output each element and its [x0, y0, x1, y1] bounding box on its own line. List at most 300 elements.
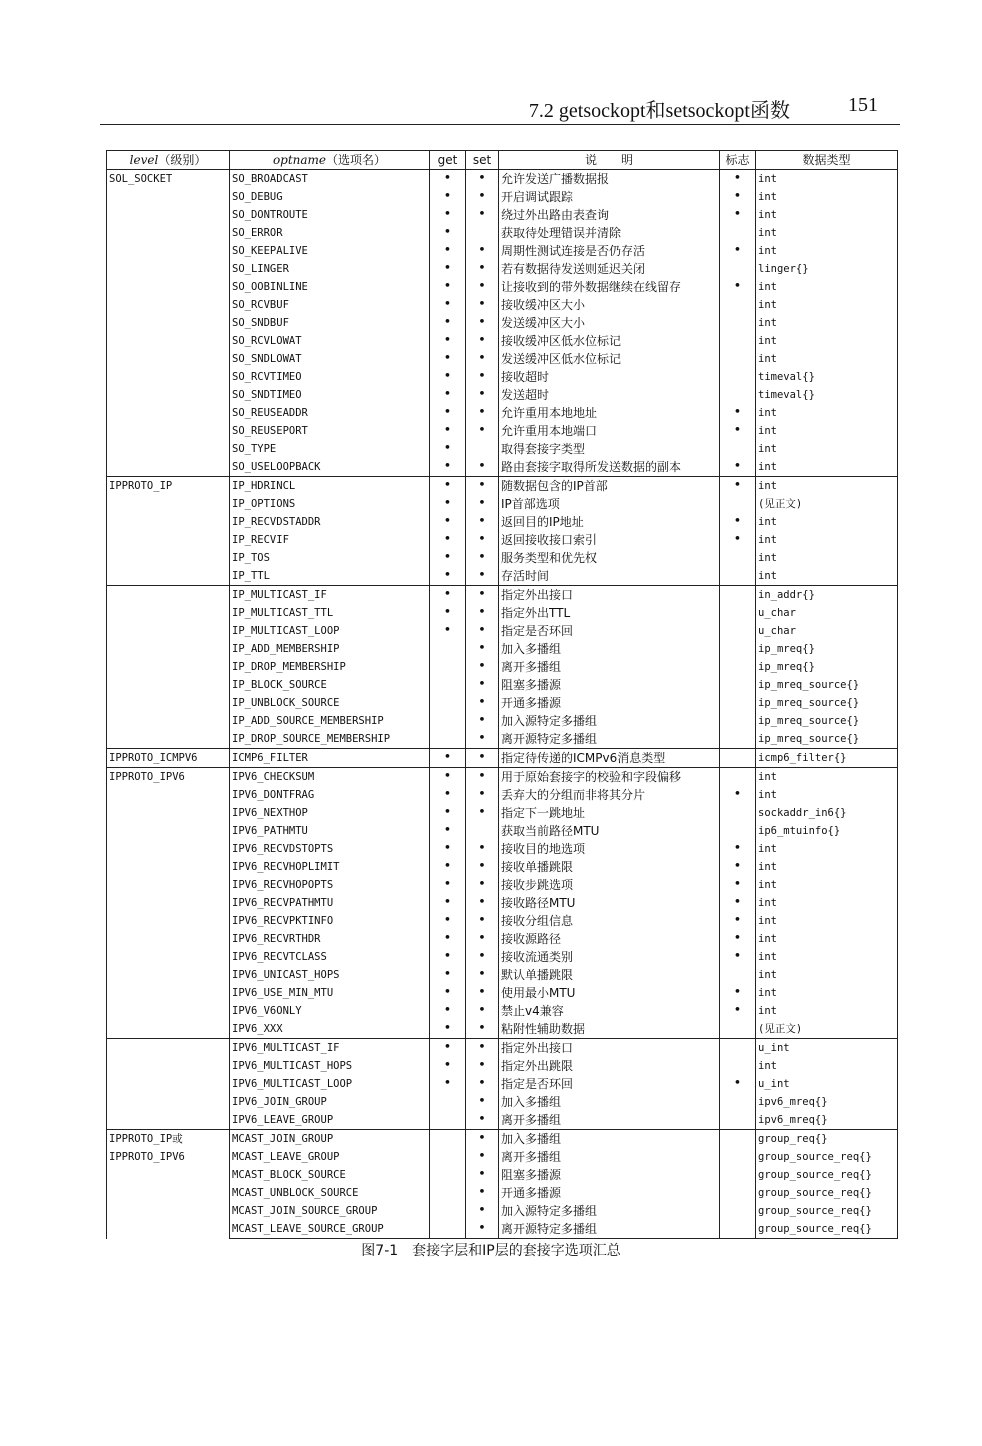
flag-cell	[720, 749, 756, 768]
flag-cell	[720, 586, 756, 605]
description-cell: 指定外出TTL	[499, 604, 720, 622]
flag-cell: •	[720, 477, 756, 496]
description-cell: 加入源特定多播组	[499, 1202, 720, 1220]
get-cell: •	[430, 894, 466, 912]
set-cell: •	[466, 495, 499, 513]
figure-caption: 图7-1 套接字层和IP层的套接字选项汇总	[361, 1243, 621, 1259]
flag-cell	[720, 622, 756, 640]
type-cell: group_source_req{}	[756, 1184, 898, 1202]
description-cell: 存活时间	[499, 567, 720, 586]
flag-cell: •	[720, 531, 756, 549]
table-row	[107, 1039, 898, 1058]
flag-cell	[720, 694, 756, 712]
table-row	[107, 768, 898, 787]
optname-cell: IPV6_RECVHOPOPTS	[230, 876, 430, 894]
type-cell: u_char	[756, 604, 898, 622]
get-cell	[430, 676, 466, 694]
flag-cell: •	[720, 930, 756, 948]
set-cell: •	[466, 458, 499, 477]
description-cell: 接收路径MTU	[499, 894, 720, 912]
level-cell	[107, 1130, 230, 1239]
optname-cell: IPV6_LEAVE_GROUP	[230, 1111, 430, 1130]
description-cell: 指定是否环回	[499, 622, 720, 640]
get-cell	[430, 1093, 466, 1111]
get-cell: •	[430, 495, 466, 513]
set-cell: •	[466, 786, 499, 804]
flag-cell	[720, 1166, 756, 1184]
col-header-type: 数据类型	[756, 151, 898, 170]
set-cell: •	[466, 658, 499, 676]
get-cell: •	[430, 984, 466, 1002]
type-cell: int	[756, 894, 898, 912]
optname-cell: SO_REUSEPORT	[230, 422, 430, 440]
optname-cell: IPV6_MULTICAST_HOPS	[230, 1057, 430, 1075]
set-cell: •	[466, 1075, 499, 1093]
set-cell: •	[466, 242, 499, 260]
optname-cell: IP_RECVDSTADDR	[230, 513, 430, 531]
type-cell: ip_mreq_source{}	[756, 730, 898, 749]
get-cell	[430, 1111, 466, 1130]
set-cell	[466, 224, 499, 242]
description-cell: 离开多播组	[499, 1148, 720, 1166]
flag-cell: •	[720, 170, 756, 189]
type-cell: group_req{}	[756, 1130, 898, 1149]
set-cell: •	[466, 1020, 499, 1039]
set-cell: •	[466, 368, 499, 386]
optname-cell: SO_OOBINLINE	[230, 278, 430, 296]
type-cell: int	[756, 440, 898, 458]
type-cell: int	[756, 567, 898, 586]
type-cell: int	[756, 314, 898, 332]
set-cell: •	[466, 712, 499, 730]
optname-cell: IP_MULTICAST_IF	[230, 586, 430, 605]
description-cell: 加入源特定多播组	[499, 712, 720, 730]
description-cell: 允许重用本地地址	[499, 404, 720, 422]
set-cell: •	[466, 1130, 499, 1149]
get-cell	[430, 1220, 466, 1239]
description-cell: 阻塞多播源	[499, 676, 720, 694]
get-cell: •	[430, 314, 466, 332]
flag-cell	[720, 1057, 756, 1075]
get-cell: •	[430, 966, 466, 984]
set-cell: •	[466, 188, 499, 206]
description-cell: 服务类型和优先权	[499, 549, 720, 567]
page-header	[100, 92, 900, 122]
description-cell: IP首部选项	[499, 495, 720, 513]
description-cell: 接收步跳选项	[499, 876, 720, 894]
optname-cell: SO_DEBUG	[230, 188, 430, 206]
type-cell: int	[756, 206, 898, 224]
get-cell	[430, 1130, 466, 1149]
type-cell: int	[756, 948, 898, 966]
type-cell: int	[756, 404, 898, 422]
set-cell: •	[466, 549, 499, 567]
optname-cell: SO_SNDLOWAT	[230, 350, 430, 368]
flag-cell	[720, 1202, 756, 1220]
description-cell: 指定下一跳地址	[499, 804, 720, 822]
optname-cell: IP_RECVIF	[230, 531, 430, 549]
set-cell: •	[466, 1039, 499, 1058]
get-cell: •	[430, 188, 466, 206]
type-cell: int	[756, 513, 898, 531]
optname-cell: IPV6_V6ONLY	[230, 1002, 430, 1020]
get-cell	[430, 712, 466, 730]
type-cell: ipv6_mreq{}	[756, 1111, 898, 1130]
type-cell: int	[756, 296, 898, 314]
type-cell: u_int	[756, 1075, 898, 1093]
table-row	[107, 170, 898, 189]
table-row	[107, 477, 898, 496]
set-cell	[466, 822, 499, 840]
type-cell: int	[756, 332, 898, 350]
type-cell: int	[756, 840, 898, 858]
description-cell: 返回目的IP地址	[499, 513, 720, 531]
get-cell: •	[430, 332, 466, 350]
get-cell	[430, 694, 466, 712]
get-cell: •	[430, 296, 466, 314]
flag-cell	[720, 966, 756, 984]
type-cell: int	[756, 170, 898, 189]
type-cell: (见正文)	[756, 495, 898, 513]
type-cell: timeval{}	[756, 386, 898, 404]
set-cell: •	[466, 1220, 499, 1239]
set-cell: •	[466, 1111, 499, 1130]
set-cell: •	[466, 1184, 499, 1202]
optname-cell: IP_TTL	[230, 567, 430, 586]
get-cell: •	[430, 549, 466, 567]
type-cell: ip_mreq_source{}	[756, 712, 898, 730]
description-cell: 接收流通类别	[499, 948, 720, 966]
type-cell: ip_mreq{}	[756, 640, 898, 658]
optname-cell: SO_USELOOPBACK	[230, 458, 430, 477]
flag-cell	[720, 1148, 756, 1166]
optname-cell: IP_DROP_MEMBERSHIP	[230, 658, 430, 676]
optname-cell: IPV6_USE_MIN_MTU	[230, 984, 430, 1002]
flag-cell	[720, 604, 756, 622]
optname-cell: SO_REUSEADDR	[230, 404, 430, 422]
set-cell: •	[466, 477, 499, 496]
flag-cell	[720, 640, 756, 658]
description-cell: 默认单播跳限	[499, 966, 720, 984]
description-cell: 发送缓冲区大小	[499, 314, 720, 332]
flag-cell	[720, 822, 756, 840]
table-header-row	[107, 151, 898, 170]
set-cell: •	[466, 170, 499, 189]
type-cell: int	[756, 786, 898, 804]
flag-cell: •	[720, 876, 756, 894]
set-cell: •	[466, 604, 499, 622]
optname-cell: IP_MULTICAST_TTL	[230, 604, 430, 622]
get-cell: •	[430, 1057, 466, 1075]
optname-cell: IPV6_XXX	[230, 1020, 430, 1039]
get-cell: •	[430, 622, 466, 640]
get-cell: •	[430, 858, 466, 876]
set-cell: •	[466, 676, 499, 694]
description-cell: 开通多播源	[499, 1184, 720, 1202]
header-rule	[100, 124, 900, 125]
optname-cell: IP_BLOCK_SOURCE	[230, 676, 430, 694]
set-cell: •	[466, 386, 499, 404]
optname-cell: SO_BROADCAST	[230, 170, 430, 189]
get-cell	[430, 640, 466, 658]
get-cell: •	[430, 768, 466, 787]
col-header-level: level（级别）	[107, 151, 230, 170]
set-cell: •	[466, 314, 499, 332]
flag-cell	[720, 386, 756, 404]
get-cell: •	[430, 422, 466, 440]
flag-cell	[720, 332, 756, 350]
description-cell: 加入多播组	[499, 1093, 720, 1111]
type-cell: u_char	[756, 622, 898, 640]
flag-cell	[720, 567, 756, 586]
set-cell: •	[466, 1166, 499, 1184]
flag-cell: •	[720, 422, 756, 440]
set-cell: •	[466, 912, 499, 930]
flag-cell	[720, 658, 756, 676]
flag-cell: •	[720, 786, 756, 804]
type-cell: group_source_req{}	[756, 1148, 898, 1166]
set-cell: •	[466, 804, 499, 822]
type-cell: (见正文)	[756, 1020, 898, 1039]
get-cell: •	[430, 1039, 466, 1058]
type-cell: int	[756, 966, 898, 984]
optname-cell: IPV6_RECVRTHDR	[230, 930, 430, 948]
set-cell: •	[466, 749, 499, 768]
set-cell: •	[466, 332, 499, 350]
socket-options-table	[106, 150, 898, 1239]
description-cell: 获取待处理错误并清除	[499, 224, 720, 242]
level-cell	[107, 477, 230, 586]
flag-cell	[720, 1020, 756, 1039]
flag-cell	[720, 260, 756, 278]
set-cell: •	[466, 1057, 499, 1075]
description-cell: 周期性测试连接是否仍存活	[499, 242, 720, 260]
description-cell: 接收分组信息	[499, 912, 720, 930]
get-cell: •	[430, 1075, 466, 1093]
type-cell: ip6_mtuinfo{}	[756, 822, 898, 840]
get-cell: •	[430, 170, 466, 189]
optname-cell: IP_UNBLOCK_SOURCE	[230, 694, 430, 712]
description-cell: 阻塞多播源	[499, 1166, 720, 1184]
get-cell: •	[430, 278, 466, 296]
description-cell: 发送超时	[499, 386, 720, 404]
get-cell: •	[430, 567, 466, 586]
description-cell: 接收缓冲区大小	[499, 296, 720, 314]
optname-cell: SO_LINGER	[230, 260, 430, 278]
optname-cell: IPV6_NEXTHOP	[230, 804, 430, 822]
type-cell: int	[756, 242, 898, 260]
type-cell: int	[756, 458, 898, 477]
description-cell: 接收单播跳限	[499, 858, 720, 876]
flag-cell: •	[720, 188, 756, 206]
optname-cell: IP_HDRINCL	[230, 477, 430, 496]
flag-cell	[720, 314, 756, 332]
level-name: IPPROTO_IPV6	[109, 771, 185, 783]
optname-cell: SO_TYPE	[230, 440, 430, 458]
set-cell: •	[466, 531, 499, 549]
get-cell: •	[430, 386, 466, 404]
description-cell: 丢弃大的分组而非将其分片	[499, 786, 720, 804]
set-cell: •	[466, 948, 499, 966]
optname-cell: MCAST_JOIN_GROUP	[230, 1130, 430, 1149]
type-cell: int	[756, 188, 898, 206]
col-header-desc: 说 明	[499, 151, 720, 170]
type-cell: int	[756, 422, 898, 440]
get-cell: •	[430, 804, 466, 822]
type-cell: ipv6_mreq{}	[756, 1093, 898, 1111]
set-cell: •	[466, 513, 499, 531]
description-cell: 路由套接字取得所发送数据的副本	[499, 458, 720, 477]
get-cell: •	[430, 586, 466, 605]
col-header-get: get	[430, 151, 466, 170]
description-cell: 禁止v4兼容	[499, 1002, 720, 1020]
optname-cell: MCAST_BLOCK_SOURCE	[230, 1166, 430, 1184]
set-cell: •	[466, 1002, 499, 1020]
set-cell: •	[466, 206, 499, 224]
description-cell: 开启调试跟踪	[499, 188, 720, 206]
optname-cell: IPV6_RECVTCLASS	[230, 948, 430, 966]
description-cell: 允许发送广播数据报	[499, 170, 720, 189]
optname-cell: IPV6_CHECKSUM	[230, 768, 430, 787]
level-cell	[107, 768, 230, 1039]
level-name: SOL_SOCKET	[109, 173, 173, 185]
flag-cell	[720, 1130, 756, 1149]
optname-cell: IPV6_JOIN_GROUP	[230, 1093, 430, 1111]
optname-cell: SO_SNDBUF	[230, 314, 430, 332]
type-cell: int	[756, 930, 898, 948]
flag-cell	[720, 495, 756, 513]
table-row	[107, 749, 898, 768]
description-cell: 离开源特定多播组	[499, 1220, 720, 1239]
type-cell: int	[756, 984, 898, 1002]
optname-cell: SO_KEEPALIVE	[230, 242, 430, 260]
set-cell: •	[466, 296, 499, 314]
running-title: 7.2 getsockopt和setsockopt函数	[528, 100, 790, 122]
optname-cell: SO_RCVLOWAT	[230, 332, 430, 350]
get-cell: •	[430, 930, 466, 948]
optname-cell: SO_RCVBUF	[230, 296, 430, 314]
get-cell: •	[430, 477, 466, 496]
optname-cell: IP_ADD_MEMBERSHIP	[230, 640, 430, 658]
level-name: IPPROTO_IP或	[109, 1133, 183, 1145]
optname-cell: MCAST_UNBLOCK_SOURCE	[230, 1184, 430, 1202]
description-cell: 加入多播组	[499, 1130, 720, 1149]
get-cell: •	[430, 368, 466, 386]
description-cell: 指定外出接口	[499, 1039, 720, 1058]
type-cell: int	[756, 278, 898, 296]
set-cell: •	[466, 1148, 499, 1166]
get-cell: •	[430, 876, 466, 894]
flag-cell: •	[720, 404, 756, 422]
set-cell: •	[466, 984, 499, 1002]
flag-cell	[720, 1111, 756, 1130]
type-cell: int	[756, 876, 898, 894]
set-cell: •	[466, 894, 499, 912]
set-cell: •	[466, 567, 499, 586]
optname-cell: IP_MULTICAST_LOOP	[230, 622, 430, 640]
get-cell: •	[430, 440, 466, 458]
description-cell: 指定待传递的ICMPv6消息类型	[499, 749, 720, 768]
type-cell: int	[756, 858, 898, 876]
table-row	[107, 586, 898, 605]
flag-cell	[720, 730, 756, 749]
description-cell: 使用最小MTU	[499, 984, 720, 1002]
description-cell: 离开多播组	[499, 658, 720, 676]
set-cell: •	[466, 1093, 499, 1111]
description-cell: 返回接收接口索引	[499, 531, 720, 549]
flag-cell: •	[720, 894, 756, 912]
type-cell: ip_mreq_source{}	[756, 676, 898, 694]
flag-cell	[720, 224, 756, 242]
optname-cell: IP_OPTIONS	[230, 495, 430, 513]
optname-cell: IPV6_MULTICAST_LOOP	[230, 1075, 430, 1093]
flag-cell: •	[720, 1002, 756, 1020]
optname-cell: ICMP6_FILTER	[230, 749, 430, 768]
set-cell: •	[466, 422, 499, 440]
optname-cell: IP_DROP_SOURCE_MEMBERSHIP	[230, 730, 430, 749]
type-cell: int	[756, 1002, 898, 1020]
set-cell: •	[466, 1202, 499, 1220]
flag-cell	[720, 1220, 756, 1239]
optname-cell: IP_ADD_SOURCE_MEMBERSHIP	[230, 712, 430, 730]
description-cell: 允许重用本地端口	[499, 422, 720, 440]
get-cell: •	[430, 404, 466, 422]
flag-cell: •	[720, 278, 756, 296]
optname-cell: IPV6_UNICAST_HOPS	[230, 966, 430, 984]
optname-cell: IPV6_DONTFRAG	[230, 786, 430, 804]
set-cell: •	[466, 730, 499, 749]
optname-cell: SO_SNDTIMEO	[230, 386, 430, 404]
get-cell: •	[430, 604, 466, 622]
type-cell: ip_mreq_source{}	[756, 694, 898, 712]
type-cell: sockaddr_in6{}	[756, 804, 898, 822]
optname-cell: MCAST_LEAVE_GROUP	[230, 1148, 430, 1166]
description-cell: 指定外出跳限	[499, 1057, 720, 1075]
get-cell: •	[430, 531, 466, 549]
flag-cell	[720, 350, 756, 368]
description-cell: 随数据包含的IP首部	[499, 477, 720, 496]
set-cell: •	[466, 404, 499, 422]
type-cell: in_addr{}	[756, 586, 898, 605]
table-row	[107, 1130, 898, 1149]
flag-cell: •	[720, 984, 756, 1002]
description-cell: 绕过外出路由表查询	[499, 206, 720, 224]
get-cell: •	[430, 749, 466, 768]
get-cell: •	[430, 260, 466, 278]
level-cell	[107, 749, 230, 768]
optname-cell: IPV6_RECVDSTOPTS	[230, 840, 430, 858]
description-cell: 用于原始套接字的校验和字段偏移	[499, 768, 720, 787]
description-cell: 若有数据待发送则延迟关闭	[499, 260, 720, 278]
description-cell: 离开多播组	[499, 1111, 720, 1130]
flag-cell	[720, 549, 756, 567]
get-cell	[430, 658, 466, 676]
optname-cell: MCAST_JOIN_SOURCE_GROUP	[230, 1202, 430, 1220]
flag-cell	[720, 676, 756, 694]
type-cell: icmp6_filter{}	[756, 749, 898, 768]
optname-cell: IPV6_RECVHOPLIMIT	[230, 858, 430, 876]
type-cell: int	[756, 477, 898, 496]
flag-cell	[720, 1093, 756, 1111]
get-cell	[430, 1184, 466, 1202]
description-cell: 加入多播组	[499, 640, 720, 658]
get-cell: •	[430, 822, 466, 840]
flag-cell: •	[720, 840, 756, 858]
flag-cell: •	[720, 206, 756, 224]
get-cell: •	[430, 840, 466, 858]
set-cell: •	[466, 858, 499, 876]
description-cell: 接收缓冲区低水位标记	[499, 332, 720, 350]
